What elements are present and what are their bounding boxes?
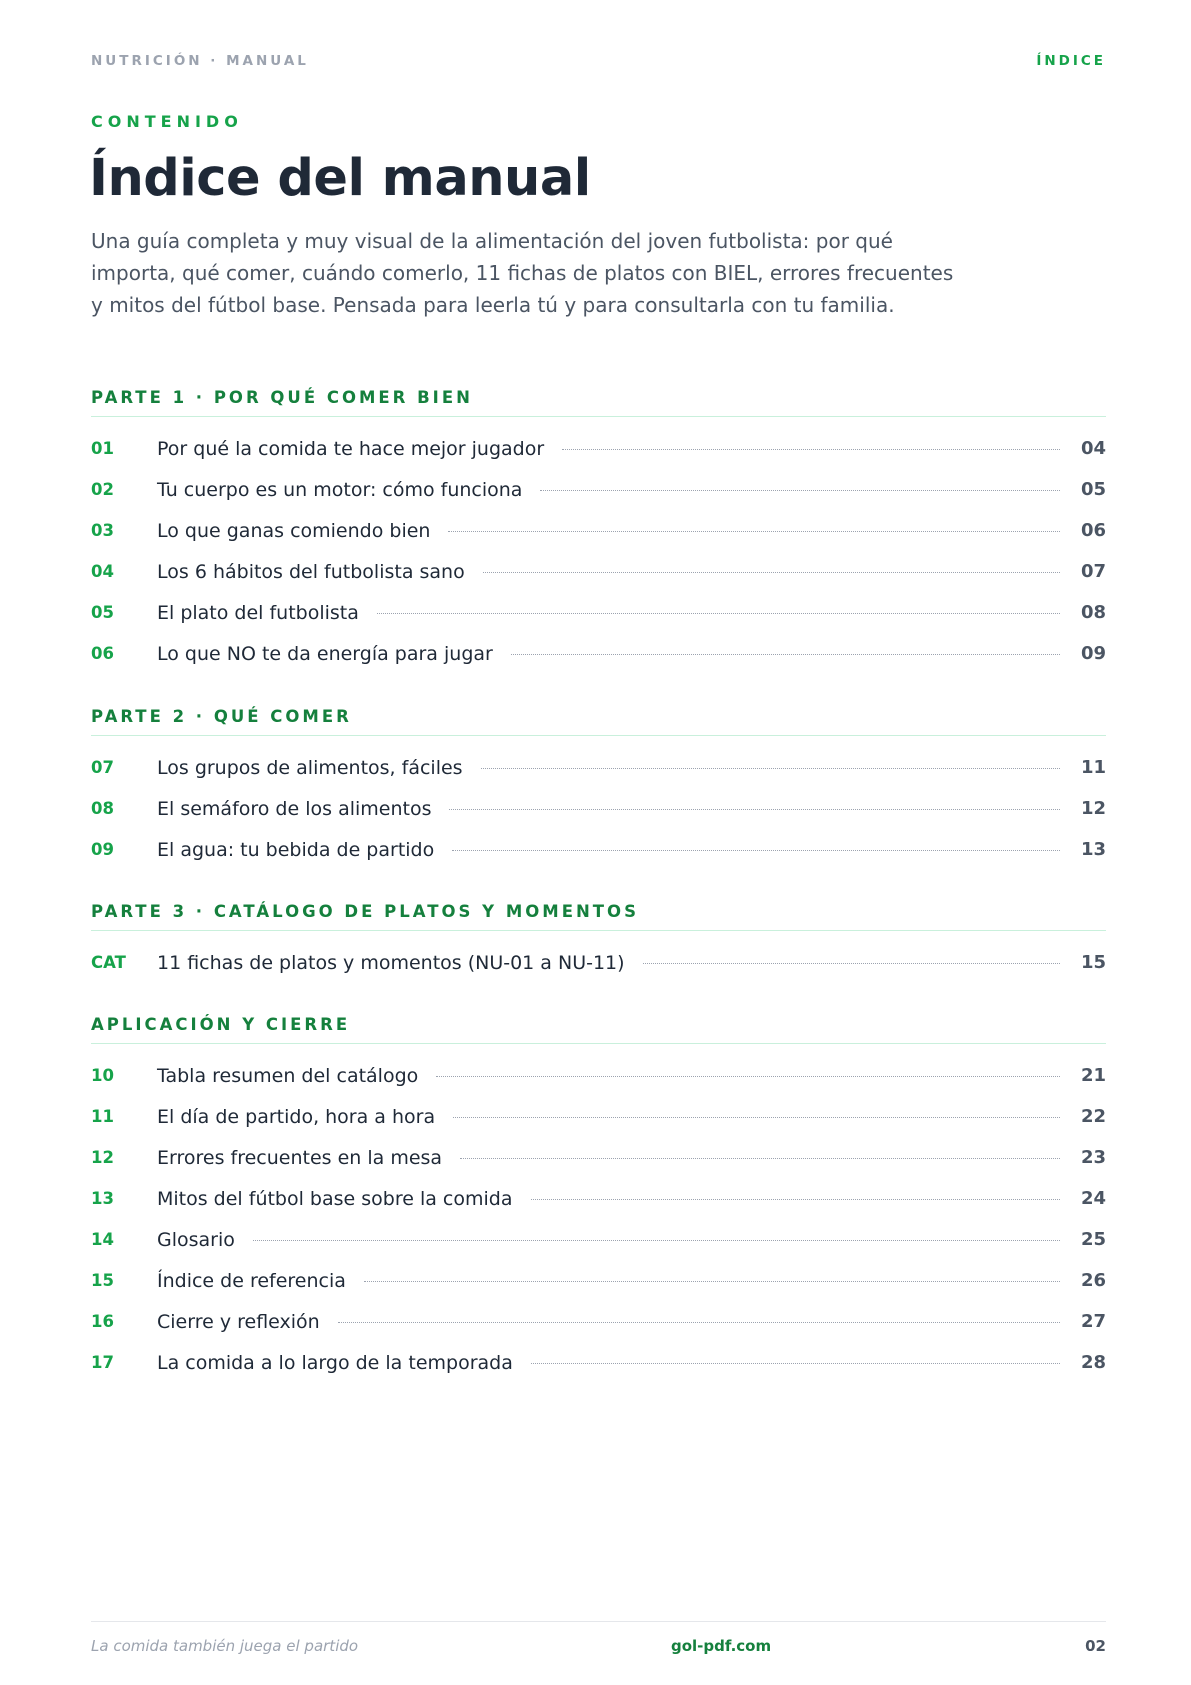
header-section-label: NUTRICIÓN · MANUAL [91, 53, 309, 69]
toc-section-part-2 [91, 700, 1106, 870]
toc-entry-list [91, 1044, 1106, 1383]
entry-title: Por qué la comida te hace mejor jugador [157, 437, 545, 460]
entry-number: 06 [91, 644, 114, 663]
dot-leader [338, 1322, 1060, 1323]
toc-entry[interactable] [91, 1137, 1106, 1178]
entry-number: 11 [91, 1107, 114, 1126]
entry-title: Errores frecuentes en la mesa [157, 1146, 443, 1169]
toc-entry[interactable] [91, 788, 1106, 829]
toc-entry[interactable] [91, 469, 1106, 510]
intro-paragraph: Una guía completa y muy visual de la alimentación del joven futbolista: por qué importa, qué comer, cuándo comerlo, 11 fichas de platos con BIEL, errores frecuentes y mitos del fútbol base. Pensada para leerla tú y para consultarla con tu familia. [91, 229, 954, 317]
entry-title: El semáforo de los alimentos [157, 797, 432, 820]
entry-title: Tabla resumen del catálogo [157, 1064, 419, 1087]
entry-page-number: 15 [1080, 952, 1106, 973]
dot-leader [511, 654, 1060, 655]
section-heading-label: APLICACIÓN Y CIERRE [91, 1015, 351, 1034]
toc-page [91, 0, 1106, 1685]
toc-entry-list [91, 417, 1106, 674]
footer-tagline: La comida también juega el partido [91, 1637, 359, 1655]
entry-page-number: 23 [1080, 1147, 1106, 1168]
entry-title: Cierre y reflexión [157, 1310, 320, 1333]
dot-leader [531, 1199, 1061, 1200]
section-heading [91, 895, 1106, 931]
header-chapter-label: ÍNDICE [1036, 53, 1106, 69]
entry-page-number: 09 [1080, 643, 1106, 664]
entry-number: 04 [91, 562, 114, 581]
section-heading [91, 1008, 1106, 1044]
dot-leader [483, 572, 1060, 573]
entry-page-number: 13 [1080, 839, 1106, 860]
section-heading-label: PARTE 2 · QUÉ COMER [91, 707, 352, 726]
entry-title: El día de partido, hora a hora [157, 1105, 436, 1128]
dot-leader [453, 1117, 1060, 1118]
entry-page-number: 24 [1080, 1188, 1106, 1209]
dot-leader [540, 490, 1060, 491]
entry-number: 12 [91, 1148, 114, 1167]
entry-number: 14 [91, 1230, 114, 1249]
entry-page-number: 26 [1080, 1270, 1106, 1291]
entry-title: El agua: tu bebida de partido [157, 838, 435, 861]
entry-title: Índice de referencia [157, 1269, 346, 1292]
toc-entry[interactable] [91, 747, 1106, 788]
entry-title: El plato del futbolista [157, 601, 359, 624]
toc-entry[interactable] [91, 592, 1106, 633]
entry-page-number: 05 [1080, 479, 1106, 500]
dot-leader [436, 1076, 1060, 1077]
entry-page-number: 06 [1080, 520, 1106, 541]
entry-number: 17 [91, 1353, 114, 1372]
footer-site-link[interactable]: gol-pdf.com [671, 1637, 772, 1655]
running-header [91, 53, 1106, 71]
toc-entry[interactable] [91, 942, 1106, 983]
entry-title: Lo que NO te da energía para jugar [157, 642, 493, 665]
entry-number: 10 [91, 1066, 114, 1085]
page-title: Índice del manual [89, 149, 591, 208]
toc-entry[interactable] [91, 428, 1106, 469]
entry-page-number: 11 [1080, 757, 1106, 778]
kicker-label: CONTENIDO [91, 112, 243, 131]
dot-leader [449, 809, 1060, 810]
dot-leader [377, 613, 1060, 614]
entry-title: Los 6 hábitos del futbolista sano [157, 560, 465, 583]
entry-number: 01 [91, 439, 114, 458]
page-footer [91, 1621, 1106, 1661]
toc-entry[interactable] [91, 633, 1106, 674]
entry-page-number: 28 [1080, 1352, 1106, 1373]
toc-entry-list [91, 931, 1106, 983]
toc-entry[interactable] [91, 551, 1106, 592]
dot-leader [253, 1240, 1060, 1241]
entry-title: Lo que ganas comiendo bien [157, 519, 431, 542]
toc-entry[interactable] [91, 1342, 1106, 1383]
dot-leader [448, 531, 1060, 532]
toc-entry[interactable] [91, 1219, 1106, 1260]
entry-number: 07 [91, 758, 114, 777]
dot-leader [643, 963, 1060, 964]
entry-page-number: 22 [1080, 1106, 1106, 1127]
entry-number: 03 [91, 521, 114, 540]
toc-entry[interactable] [91, 1055, 1106, 1096]
entry-page-number: 08 [1080, 602, 1106, 623]
entry-number: 08 [91, 799, 114, 818]
toc-entry[interactable] [91, 829, 1106, 870]
section-heading [91, 700, 1106, 736]
toc-entry-list [91, 736, 1106, 870]
entry-number: CAT [91, 953, 126, 972]
dot-leader [562, 449, 1060, 450]
toc-section-closing [91, 1008, 1106, 1383]
entry-number: 13 [91, 1189, 114, 1208]
entry-page-number: 07 [1080, 561, 1106, 582]
entry-number: 02 [91, 480, 114, 499]
dot-leader [460, 1158, 1060, 1159]
dot-leader [481, 768, 1060, 769]
entry-number: 15 [91, 1271, 114, 1290]
toc-section-part-1 [91, 381, 1106, 674]
entry-title: Los grupos de alimentos, fáciles [157, 756, 463, 779]
entry-number: 05 [91, 603, 114, 622]
entry-page-number: 04 [1080, 438, 1106, 459]
section-heading-label: PARTE 3 · CATÁLOGO DE PLATOS Y MOMENTOS [91, 902, 639, 921]
entry-page-number: 21 [1080, 1065, 1106, 1086]
dot-leader [364, 1281, 1060, 1282]
toc-entry[interactable] [91, 510, 1106, 551]
entry-page-number: 12 [1080, 798, 1106, 819]
toc-entry[interactable] [91, 1301, 1106, 1342]
section-heading [91, 381, 1106, 417]
entry-title: Mitos del fútbol base sobre la comida [157, 1187, 513, 1210]
entry-title: La comida a lo largo de la temporada [157, 1351, 513, 1374]
toc-entry[interactable] [91, 1260, 1106, 1301]
entry-number: 16 [91, 1312, 114, 1331]
entry-number: 09 [91, 840, 114, 859]
entry-page-number: 25 [1080, 1229, 1106, 1250]
dot-leader [531, 1363, 1060, 1364]
entry-page-number: 27 [1080, 1311, 1106, 1332]
entry-title: 11 fichas de platos y momentos (NU-01 a NU-11) [157, 951, 625, 974]
footer-page-number: 02 [1085, 1637, 1106, 1655]
section-heading-label: PARTE 1 · POR QUÉ COMER BIEN [91, 388, 473, 407]
entry-title: Tu cuerpo es un motor: cómo funciona [157, 478, 523, 501]
toc-section-part-3 [91, 895, 1106, 983]
toc-entry[interactable] [91, 1178, 1106, 1219]
toc-entry[interactable] [91, 1096, 1106, 1137]
entry-title: Glosario [157, 1228, 235, 1251]
dot-leader [452, 850, 1060, 851]
